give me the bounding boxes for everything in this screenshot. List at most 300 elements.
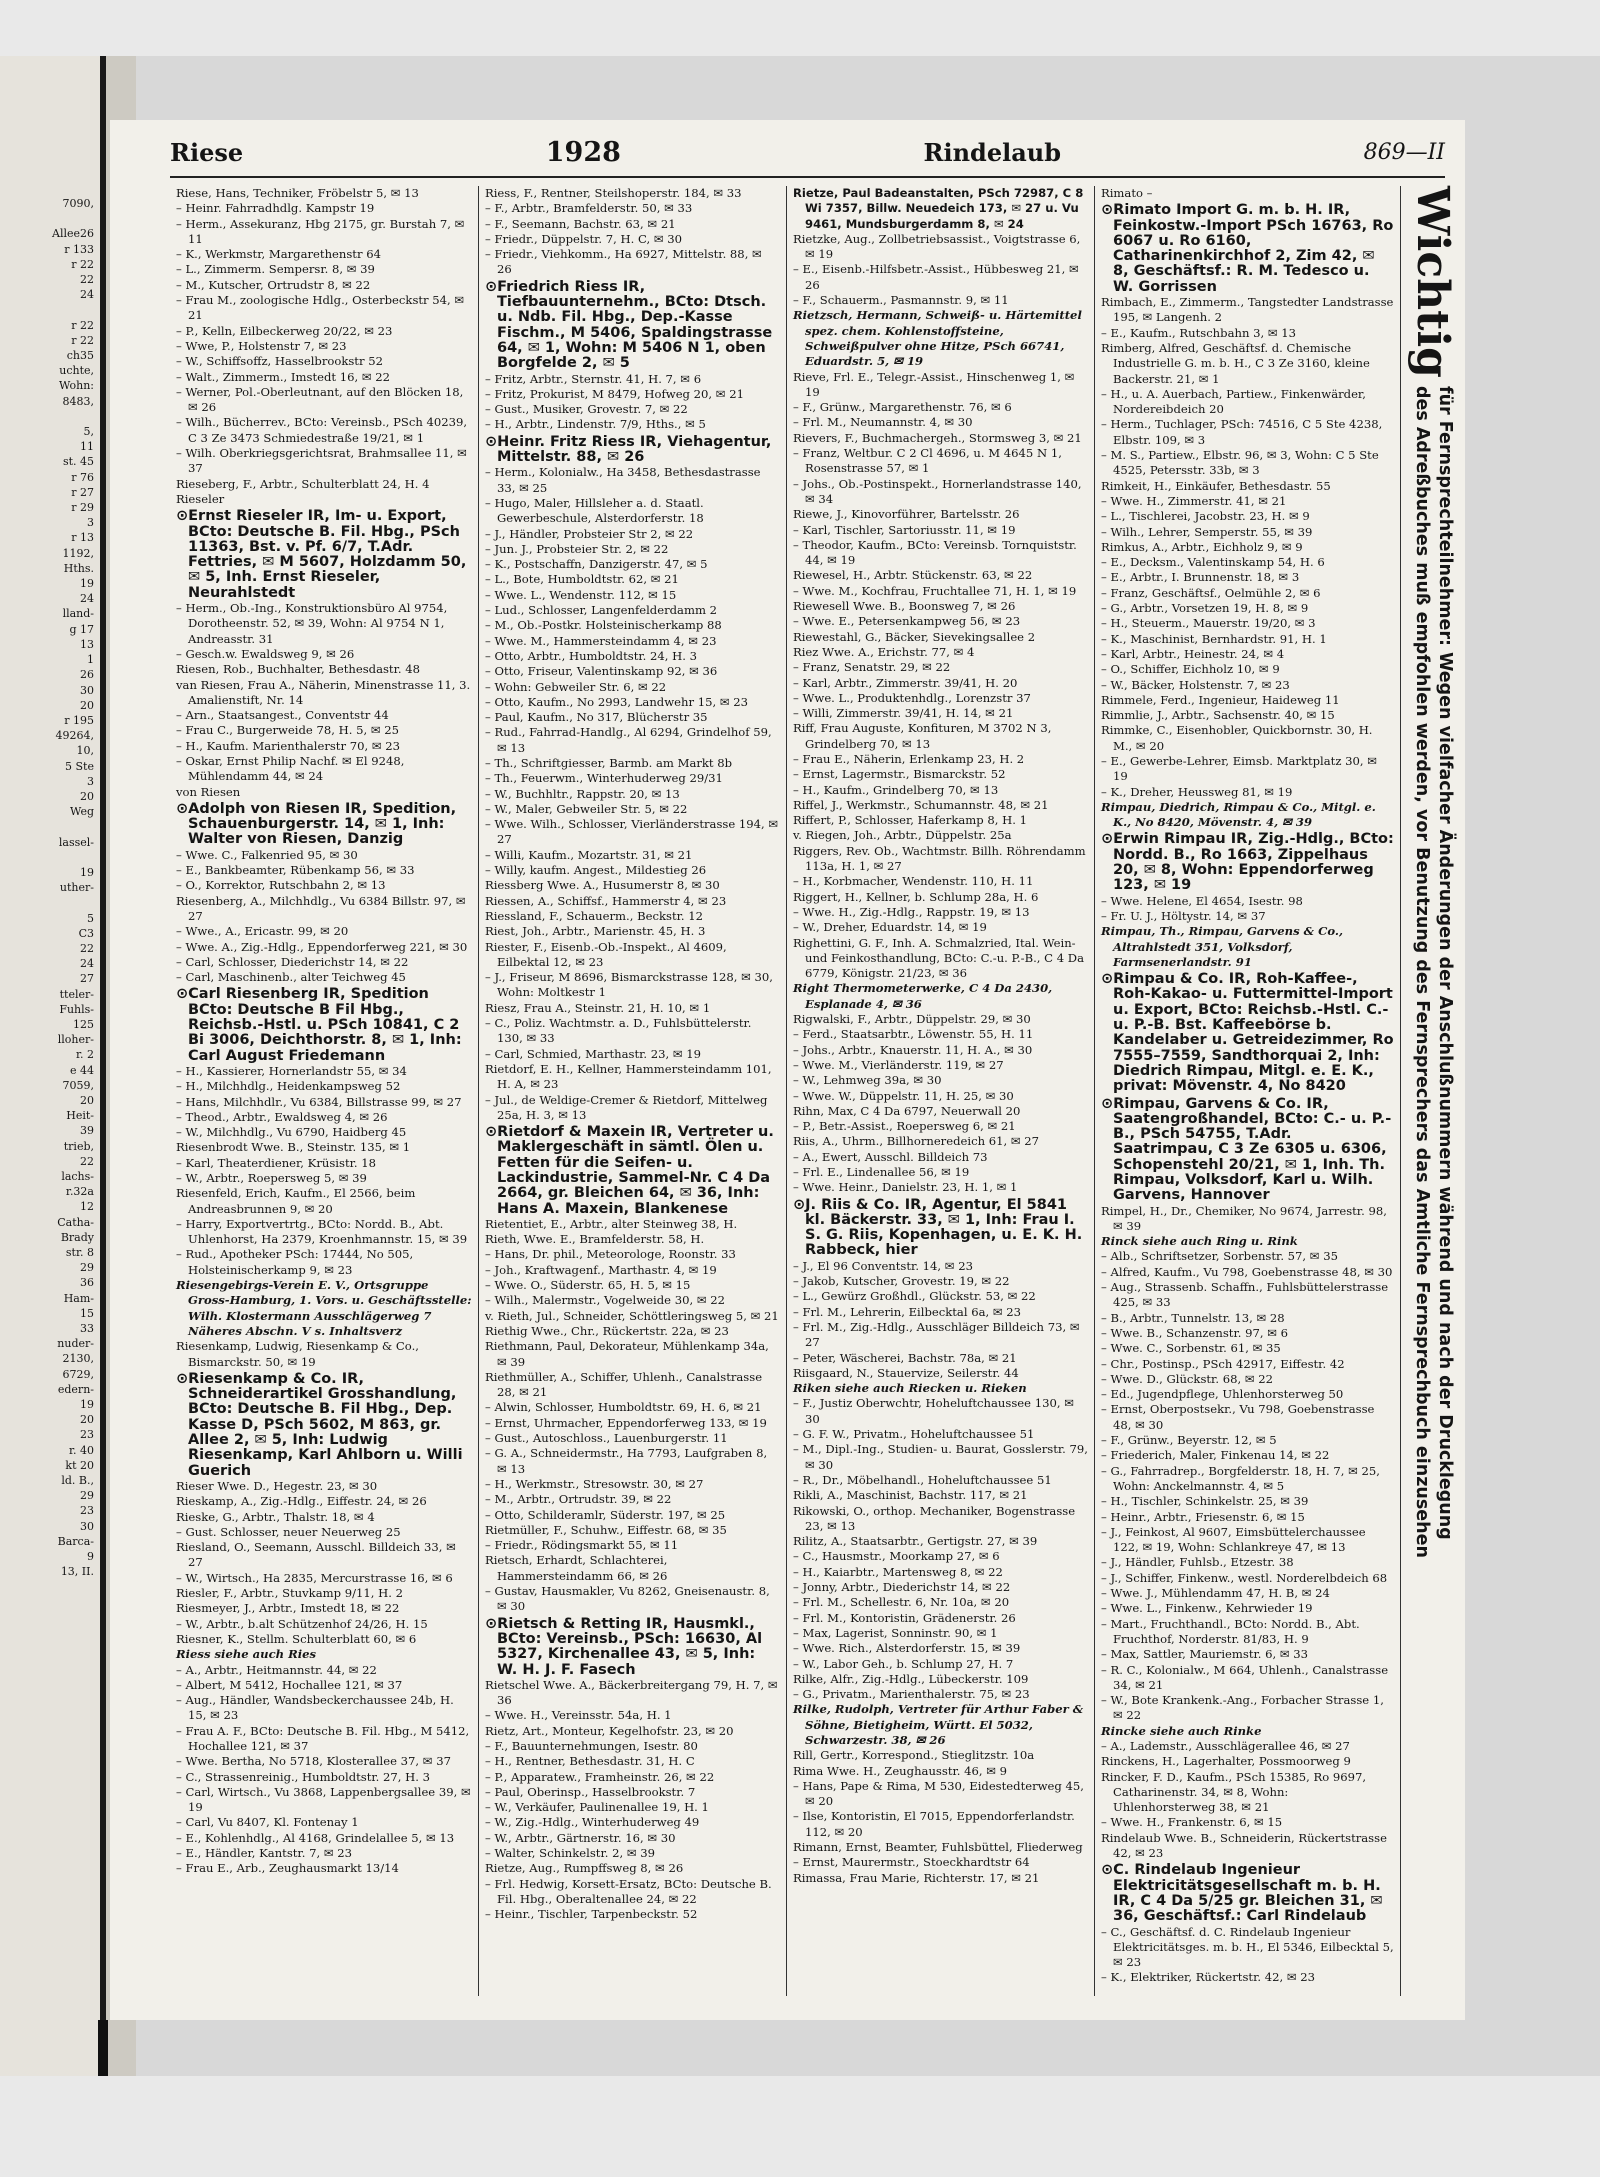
directory-entry: Riessberg Wwe. A., Husumerstr 8, ✉ 30: [485, 878, 720, 893]
directory-entry: – E., Händler, Kantstr. 7, ✉ 23: [176, 1846, 472, 1861]
previous-page-line: g 17: [69, 622, 94, 636]
directory-entry: – J., Feinkost, Al 9607, Eimsbüttelerchaussee 122, ✉ 19, Wohn: Schlankreye 47, ✉ 13: [1101, 1525, 1394, 1556]
previous-page-line: 1: [87, 653, 94, 667]
directory-entry: Rietze, Paul Badeanstalten, PSch 72987, C 8 Wi 7357, Billw. Neuedeich 173, ✉ 27 u. Vu 9461, Mundsburgerdamm 8, ✉ 24: [793, 186, 1084, 231]
previous-page-line: 1192,: [62, 546, 94, 560]
directory-entry: – J., El 96 Conventstr. 14, ✉ 23: [793, 1259, 1088, 1274]
previous-page-line: 49264,: [55, 729, 94, 743]
directory-entry: – Carl, Schlosser, Diederichstr 14, ✉ 22: [176, 955, 472, 970]
directory-entry: Riesenberg, A., Milchhdlg., Vu 6384 Billstr. 97, ✉ 27: [176, 893, 466, 923]
previous-page-line: 9: [87, 1550, 94, 1564]
directory-entry: Rieseberg, F., Arbtr., Schulterblatt 24, H. 4: [176, 476, 430, 491]
directory-entry: – Frl. M., Zig.-Hdlg., Ausschläger Billdeich 73, ✉ 27: [793, 1320, 1088, 1351]
directory-entry: – Wwe., A., Ericastr. 99, ✉ 20: [176, 924, 472, 939]
phone-notice-sidebar: [1400, 186, 1461, 1996]
previous-page-line: 19: [80, 865, 94, 879]
previous-page-line: 125: [73, 1017, 94, 1031]
directory-entry: – L., Tischlerei, Jacobstr. 23, H. ✉ 9: [1101, 509, 1394, 524]
directory-entry: – W., Verkäufer, Paulinenallee 19, H. 1: [485, 1800, 780, 1815]
directory-entry: Rietschel Wwe. A., Bäckerbreitergang 79, H. 7, ✉ 36: [485, 1677, 778, 1708]
directory-entry: – Wwe. E., Petersenkampweg 56, ✉ 23: [793, 614, 1088, 629]
directory-entry: van Riesen, Frau A., Näherin, Minenstrasse 11, 3. Amalienstift, Nr. 14: [176, 677, 471, 707]
previous-page-line: edern-: [57, 1382, 94, 1396]
directory-entry: – Heinr., Tischler, Tarpenbeckstr. 52: [485, 1907, 780, 1922]
previous-page-line: r 195: [64, 713, 94, 727]
directory-entry: – Wwe. C., Sorbenstr. 61, ✉ 35: [1101, 1341, 1394, 1356]
directory-entry: Riesenbrodt Wwe. B., Steinstr. 135, ✉ 1: [176, 1140, 411, 1155]
directory-entry: – W., Arbtr., Gärtnerstr. 16, ✉ 30: [485, 1831, 780, 1846]
directory-entry: Rieth, Wwe. E., Bramfelderstr. 58, H.: [485, 1232, 705, 1247]
directory-entry: – Fritz, Prokurist, M 8479, Hofweg 20, ✉ 21: [485, 387, 780, 402]
directory-entry: – Willi, Kaufm., Mozartstr. 31, ✉ 21: [485, 848, 780, 863]
directory-entry: ⊙ Rimpau & Co. IR, Roh-Kaffee-, Roh-Kakao- u. Futtermittel-Import u. Export, BCto: Reichsb.-Hstl. C.- u. P.-B. Bst. Kaffeebörse b. Kandelaber u. Getreidezimmer, Ro 7555–7559, Sandthorquai 2, Inh: Diedrich Rimpau, Mitgl. e. E. K., privat: Mövenstr. 4, No 8420: [1101, 972, 1394, 1094]
previous-page-line: 19: [80, 1398, 94, 1412]
directory-entry: – Arn., Staatsangest., Conventstr 44: [176, 708, 472, 723]
directory-entry: Rieser Wwe. D., Hegestr. 23, ✉ 30: [176, 1478, 378, 1493]
directory-entry: Riis, A., Uhrm., Billhorneredeich 61, ✉ 27: [793, 1134, 1039, 1149]
directory-entry: – E., Kohlenhdlg., Al 4168, Grindelallee 5, ✉ 13: [176, 1831, 472, 1846]
previous-page-line: r 13: [71, 531, 94, 545]
directory-entry: – F., Bauunternehmungen, Isestr. 80: [485, 1739, 780, 1754]
directory-entry: – Wwe. D., Glückstr. 68, ✉ 22: [1101, 1372, 1394, 1387]
directory-entry: – J., Schiffer, Finkenw., westl. Norderelbdeich 68: [1101, 1571, 1394, 1586]
notice-line-1: für Fernsprechteilnehmer: Wegen vielfacher Änderungen der Anschlußnummern während und nach der Drucklegung: [1435, 385, 1455, 1540]
previous-page-line: r 22: [71, 333, 94, 347]
previous-page-line: 22: [80, 941, 94, 955]
directory-entry: v. Rieth, Jul., Schneider, Schöttleringsweg 5, ✉ 21: [485, 1308, 779, 1323]
directory-entry: – Fritz, Arbtr., Sternstr. 41, H. 7, ✉ 6: [485, 372, 780, 387]
directory-entry: – Karl, Tischler, Sartoriusstr. 11, ✉ 19: [793, 523, 1088, 538]
directory-entry: Rietzsch, Hermann, Schweiß- u. Härtemittel spez. chem. Kohlenstoffsteine, Schweißpulver ohne Hitze, PSch 66741, Eduardstr. 5, ✉ 19: [793, 308, 1082, 369]
directory-entry: – Herm., Ob.-Ing., Konstruktionsbüro Al 9754, Dorotheenstr. 52, ✉ 39, Wohn: Al 9754 N 1, Andreasstr. 31: [176, 601, 472, 647]
directory-entry: – H., Werkmstr., Stresowstr. 30, ✉ 27: [485, 1477, 780, 1492]
directory-entry: – C., Hausmstr., Moorkamp 27, ✉ 6: [793, 1549, 1088, 1564]
previous-page-line: [0, 302, 94, 317]
directory-entry: – Wwe. Heinr., Danielstr. 23, H. 1, ✉ 1: [793, 1180, 1088, 1195]
column-4: [1094, 186, 1400, 1996]
previous-page-line: r. 2: [75, 1048, 94, 1062]
directory-entry: – E., Arbtr., I. Brunnenstr. 18, ✉ 3: [1101, 570, 1394, 585]
previous-page-line: nuder-: [57, 1337, 94, 1351]
directory-entry: Rimmlie, J., Arbtr., Sachsenstr. 40, ✉ 15: [1101, 708, 1335, 723]
directory-entry: – Carl, Vu 8407, Kl. Fontenay 1: [176, 1815, 472, 1830]
notice-body: [1410, 386, 1456, 1558]
directory-entry: – Ernst, Uhrmacher, Eppendorferweg 133, ✉ 19: [485, 1416, 780, 1431]
directory-entry: – E., Kaufm., Rutschbahn 3, ✉ 13: [1101, 326, 1394, 341]
directory-entry: – Friedr., Rödingsmarkt 55, ✉ 11: [485, 1538, 780, 1553]
previous-page-line: 8483,: [62, 394, 94, 408]
directory-entry: – Gust. Schlosser, neuer Neuerweg 25: [176, 1525, 472, 1540]
directory-entry: – Hans, Pape & Rima, M 530, Eidestedterweg 45, ✉ 20: [793, 1779, 1088, 1810]
column-3: [786, 186, 1094, 1996]
directory-entry: – Chr., Postinsp., PSch 42917, Eiffestr. 42: [1101, 1357, 1394, 1372]
previous-page-fragments: [0, 56, 100, 1579]
directory-entry: – F., Grünw., Margarethenstr. 76, ✉ 6: [793, 400, 1088, 415]
previous-page-line: tteler-: [59, 987, 94, 1001]
previous-page-line: 6729,: [62, 1367, 94, 1381]
directory-entry: – Frau A. F., BCto: Deutsche B. Fil. Hbg., M 5412, Hochallee 121, ✉ 37: [176, 1724, 472, 1755]
directory-entry: – W., Milchhdlg., Vu 6790, Haidberg 45: [176, 1125, 472, 1140]
previous-page-line: lachs-: [61, 1170, 94, 1183]
directory-entry: Riess siehe auch Ries: [176, 1647, 317, 1662]
directory-entry: – Karl, Arbtr., Zimmerstr. 39/41, H. 20: [793, 676, 1088, 691]
directory-entry: ⊙ Friedrich Riess IR, Tiefbauunternehm., BCto: Dtsch. u. Ndb. Fil. Hbg., Dep.-Kasse Fischm., M 5406, Spaldingstrasse 64, ✉ 1, Wohn: M 5406 N 1, oben Borgfelde 2, ✉ 5: [485, 280, 780, 372]
directory-entry: Riessland, F., Schauerm., Beckstr. 12: [485, 908, 704, 923]
directory-entry: Rievers, F., Buchmachergeh., Stormsweg 3, ✉ 21: [793, 430, 1082, 445]
directory-entry: – Karl, Theaterdiener, Krüsistr. 18: [176, 1156, 472, 1171]
directory-entry: – Wwe. M., Hammersteindamm 4, ✉ 23: [485, 634, 780, 649]
directory-entry: Rimann, Ernst, Beamter, Fuhlsbüttel, Fliederweg: [793, 1840, 1083, 1855]
directory-entry: – Max, Lagerist, Sonninstr. 90, ✉ 1: [793, 1626, 1088, 1641]
directory-entry: – R. C., Kolonialw., M 664, Uhlenh., Canalstrasse 34, ✉ 21: [1101, 1663, 1394, 1694]
directory-entry: ⊙ Ernst Rieseler IR, Im- u. Export, BCto: Deutsche B. Fil. Hbg., PSch 11363, Bst. v. Pf. 6/7, T.Adr. Fettries, ✉ M 5607, Holzdamm 50, ✉ 5, Inh. Ernst Rieseler, Neurahlstedt: [176, 509, 472, 601]
directory-entry: Rietz, Art., Monteur, Kegelhofstr. 23, ✉ 20: [485, 1723, 734, 1738]
directory-entry: – Hans, Milchhdlr., Vu 6384, Billstrasse 99, ✉ 27: [176, 1095, 472, 1110]
directory-entry: – Frau M., zoologische Hdlg., Osterbeckstr 54, ✉ 21: [176, 293, 472, 324]
directory-entry: – Herm., Kolonialw., Ha 3458, Bethesdastrasse 33, ✉ 25: [485, 465, 780, 496]
previous-page-line: 3: [87, 516, 94, 530]
directory-entry: – Fr. U. J., Höltystr. 14, ✉ 37: [1101, 909, 1394, 924]
directory-entry: – Frl. E., Lindenallee 56, ✉ 19: [793, 1165, 1088, 1180]
directory-entry: – Wohn: Gebweiler Str. 6, ✉ 22: [485, 680, 780, 695]
directory-entry: Rieske, G., Arbtr., Thalstr. 18, ✉ 4: [176, 1509, 375, 1524]
directory-entry: Rimberg, Alfred, Geschäftsf. d. Chemische Industrielle G. m. b. H., C 3 Ze 3160, kleine Backerstr. 21, ✉ 1: [1101, 340, 1370, 386]
directory-entry: – Wwe. Wilh., Schlosser, Vierländerstrasse 194, ✉ 27: [485, 817, 780, 848]
directory-entry: – Wwe. L., Finkenw., Kehrwieder 19: [1101, 1601, 1394, 1616]
directory-entry: – Ernst, Maurermstr., Stoeckhardtstr 64: [793, 1855, 1088, 1870]
directory-entry: Riewestahl, G., Bäcker, Sievekingsallee 2: [793, 629, 1036, 644]
directory-entry: Riesmeyer, J., Arbtr., Imstedt 18, ✉ 22: [176, 1601, 400, 1616]
directory-entry: – Peter, Wäscherei, Bachstr. 78a, ✉ 21: [793, 1351, 1088, 1366]
previous-page-line: 22: [80, 1154, 94, 1168]
directory-entry: – C., Geschäftsf. d. C. Rindelaub Ingenieur Elektricitätsges. m. b. H., El 5346, Eilbecktal 5, ✉ 23: [1101, 1925, 1394, 1971]
header-first-name: Riese: [170, 137, 244, 167]
directory-entry: – Karl, Arbtr., Heinestr. 24, ✉ 4: [1101, 647, 1394, 662]
directory-entry: – Paul, Kaufm., No 317, Blücherstr 35: [485, 710, 780, 725]
directory-entry: – J., Händler, Probsteier Str 2, ✉ 22: [485, 527, 780, 542]
previous-page-line: C3: [78, 926, 94, 940]
directory-entry: Riese, Hans, Techniker, Fröbelstr 5, ✉ 13: [176, 186, 419, 200]
previous-page-line: 39: [80, 1124, 94, 1138]
previous-page-line: ch35: [66, 349, 94, 363]
directory-entry: – Gust., Musiker, Grovestr. 7, ✉ 22: [485, 402, 780, 417]
directory-entry: – Werner, Pol.-Oberleutnant, auf den Blöcken 18, ✉ 26: [176, 385, 472, 416]
directory-entry: – W., Dreher, Eduardstr. 14, ✉ 19: [793, 920, 1088, 935]
directory-entry: Riesz, Frau A., Steinstr. 21, H. 10, ✉ 1: [485, 1000, 711, 1015]
directory-entry: – K., Werkmstr, Margarethenstr 64: [176, 247, 472, 262]
directory-entry: – Wwe. W., Düppelstr. 11, H. 25, ✉ 30: [793, 1089, 1088, 1104]
directory-entry: – H., Kaufm., Grindelberg 70, ✉ 13: [793, 783, 1088, 798]
previous-page-line: 3: [87, 774, 94, 788]
directory-entry: Rincke siehe auch Rinke: [1101, 1723, 1262, 1738]
directory-entry: – Hugo, Maler, Hillsleher a. d. Staatl. Gewerbeschule, Alsterdorferstr. 18: [485, 496, 780, 527]
directory-entry: Rindelaub Wwe. B., Schneiderin, Rückertstrasse 42, ✉ 23: [1101, 1830, 1387, 1861]
directory-entry: – Wwe. L., Produktenhdlg., Lorenzstr 37: [793, 691, 1088, 706]
directory-entry: – Frl. M., Neumannstr. 4, ✉ 30: [793, 415, 1088, 430]
directory-entry: Rima Wwe. H., Zeughausstr. 46, ✉ 9: [793, 1763, 1008, 1778]
entry-columns: [170, 186, 1400, 1996]
directory-entry: Rietsch, Erhardt, Schlachterei, Hammersteindamm 66, ✉ 26: [485, 1553, 668, 1583]
previous-page-line: r 27: [71, 485, 94, 499]
directory-entry: Right Thermometerwerke, C 4 Da 2430, Esplanade 4, ✉ 36: [793, 981, 1053, 1011]
directory-entry: – Ernst, Lagermstr., Bismarckstr. 52: [793, 767, 1088, 782]
directory-entry: Riff, Frau Auguste, Konfituren, M 3702 N 3, Grindelberg 70, ✉ 13: [793, 721, 1052, 751]
directory-entry: – Wwe. M., Kochfrau, Fruchtallee 71, H. 1, ✉ 19: [793, 584, 1088, 599]
previous-page-line: r 76: [71, 470, 94, 484]
directory-entry: Riethmüller, A., Schiffer, Uhlenh., Canalstrasse 28, ✉ 21: [485, 1369, 763, 1400]
directory-entry: – O., Schiffer, Eichholz 10, ✉ 9: [1101, 662, 1394, 677]
directory-entry: – G. A., Schneidermstr., Ha 7793, Laufgraben 8, ✉ 13: [485, 1446, 780, 1477]
directory-entry: Riez Wwe. A., Erichstr. 77, ✉ 4: [793, 644, 975, 659]
directory-entry: – W., Wirtsch., Ha 2835, Mercurstrasse 16, ✉ 6: [176, 1571, 472, 1586]
directory-entry: Rietentiet, E., Arbtr., alter Steinweg 38, H.: [485, 1216, 738, 1231]
directory-entry: ⊙ Rimato Import G. m. b. H. IR, Feinkostw.-Import PSch 16763, Ro 6067 u. Ro 6160, Catharinenkirchhof 2, Zim 42, ✉ 8, Geschäftsf.: R. M. Tedesco u. W. Gorrissen: [1101, 203, 1394, 295]
directory-entry: – J., Friseur, M 8696, Bismarckstrasse 128, ✉ 30, Wohn: Moltkestr 1: [485, 970, 780, 1001]
previous-page-line: Brady: [60, 1230, 94, 1244]
directory-entry: – G., Fahrradrep., Borgfelderstr. 18, H. 7, ✉ 25, Wohn: Anckelmannstr. 4, ✉ 5: [1101, 1464, 1394, 1495]
directory-entry: – Carl, Schmied, Marthastr. 23, ✉ 19: [485, 1047, 780, 1062]
phone-notice: [1403, 186, 1463, 1996]
previous-page-line: 27: [80, 972, 94, 986]
directory-entry: – Ferd., Staatsarbtr., Löwenstr. 55, H. 11: [793, 1027, 1088, 1042]
directory-entry: – Th., Schriftgiesser, Barmb. am Markt 8b: [485, 756, 780, 771]
previous-page-line: Heit-: [66, 1109, 94, 1123]
previous-page-line: 20: [80, 1093, 94, 1107]
directory-entry: – Willy, kaufm. Angest., Mildestieg 26: [485, 863, 780, 878]
directory-entry: – Otto, Friseur, Valentinskamp 92, ✉ 36: [485, 664, 780, 679]
directory-entry: – Wwe. A., Zig.-Hdlg., Eppendorferweg 221, ✉ 30: [176, 940, 472, 955]
directory-entry: – Wwe. Bertha, No 5718, Klosterallee 37, ✉ 37: [176, 1754, 472, 1769]
directory-entry: – E., Bankbeamter, Rübenkamp 56, ✉ 33: [176, 863, 472, 878]
previous-page-line: r 133: [64, 242, 94, 256]
previous-page-line: 7059,: [62, 1078, 94, 1092]
directory-entry: Rimpau, Diedrich, Rimpau & Co., Mitgl. e. K., No 8420, Mövenstr. 4, ✉ 39: [1101, 799, 1376, 830]
notice-headline: Wichtig: [1407, 186, 1459, 378]
directory-entry: – Jonny, Arbtr., Diederichstr 14, ✉ 22: [793, 1580, 1088, 1595]
column-2: [478, 186, 786, 1996]
directory-entry: – K., Elektriker, Rückertstr. 42, ✉ 23: [1101, 1970, 1394, 1985]
directory-entry: Riggers, Rev. Ob., Wachtmstr. Billh. Röhrendamm 113a, H. 1, ✉ 27: [793, 843, 1086, 874]
directory-entry: Rimbach, E., Zimmerm., Tangstedter Landstrasse 195, ✉ Langenh. 2: [1101, 295, 1394, 325]
directory-entry: Riesenfeld, Erich, Kaufm., El 2566, beim Andreasbrunnen 9, ✉ 20: [176, 1186, 416, 1216]
previous-page-edge: [0, 56, 100, 2076]
directory-entry: – M., Arbtr., Ortrudstr. 39, ✉ 22: [485, 1492, 780, 1507]
directory-entry: – Alwin, Schlosser, Humboldtstr. 69, H. 6, ✉ 21: [485, 1400, 780, 1415]
directory-entry: – Gesch.w. Ewaldsweg 9, ✉ 26: [176, 647, 472, 662]
directory-entry: – Heinr. Fahrradhdlg. Kampstr 19: [176, 201, 472, 216]
previous-page-line: lloher-: [57, 1033, 94, 1047]
directory-entry: – Alfred, Kaufm., Vu 798, Goebenstrasse 48, ✉ 30: [1101, 1265, 1394, 1280]
directory-entry: – Wwe. H., Frankenstr. 6, ✉ 15: [1101, 1815, 1394, 1830]
directory-entry: Riesler, F., Arbtr., Stuvkamp 9/11, H. 2: [176, 1586, 403, 1601]
directory-entry: – W., Labor Geh., b. Schlump 27, H. 7: [793, 1657, 1088, 1672]
directory-entry: – Gust., Autoschloss., Lauenburgerstr. 11: [485, 1431, 780, 1446]
previous-page-line: trieb,: [63, 1139, 94, 1153]
directory-entry: – Herm., Tuchlager, PSch: 74516, C 5 Ste 4238, Elbstr. 109, ✉ 3: [1101, 417, 1394, 448]
directory-entry: – O., Korrektor, Rutschbahn 2, ✉ 13: [176, 878, 472, 893]
directory-entry: – H., Arbtr., Lindenstr. 7/9, Hths., ✉ 5: [485, 417, 780, 432]
previous-page-line: [0, 409, 94, 424]
directory-entry: – A., Ewert, Ausschl. Billdeich 73: [793, 1150, 1088, 1165]
header-rule: [170, 176, 1445, 178]
directory-entry: Rieseler: [176, 491, 225, 506]
directory-entry: – Theod., Arbtr., Ewaldsweg 4, ✉ 26: [176, 1110, 472, 1125]
directory-entry: Rietzke, Aug., Zollbetriebsassist., Voigtstrasse 6, ✉ 19: [793, 231, 1081, 262]
directory-entry: – H., Steuerm., Mauerstr. 19/20, ✉ 3: [1101, 616, 1394, 631]
directory-entry: Rimmke, C., Eisenhobler, Quickbornstr. 30, H. M., ✉ 20: [1101, 723, 1373, 753]
directory-entry: – Willi, Zimmerstr. 39/41, H. 14, ✉ 21: [793, 706, 1088, 721]
directory-entry: – Ilse, Kontoristin, El 7015, Eppendorferlandstr. 112, ✉ 20: [793, 1809, 1088, 1840]
directory-entry: – Johs., Arbtr., Knauerstr. 11, H. A., ✉ 30: [793, 1043, 1088, 1058]
directory-entry: – Herm., Assekuranz, Hbg 2175, gr. Burstah 7, ✉ 11: [176, 217, 472, 248]
previous-page-line: [0, 819, 94, 834]
previous-page-line: 5 Ste: [65, 759, 94, 773]
previous-page-line: uther-: [59, 881, 94, 895]
directory-entry: – Frau E., Näherin, Erlenkamp 23, H. 2: [793, 752, 1088, 767]
directory-entry: – G., Privatm., Marienthalerstr. 75, ✉ 23: [793, 1687, 1088, 1702]
directory-entry: – Th., Feuerwm., Winterhuderweg 29/31: [485, 771, 780, 786]
directory-entry: – Ed., Jugendpflege, Uhlenhorsterweg 50: [1101, 1387, 1394, 1402]
directory-entry: – J., Händler, Fuhlsb., Etzestr. 38: [1101, 1555, 1394, 1570]
directory-entry: – Frau E., Arb., Zeughausmarkt 13/14: [176, 1861, 472, 1876]
directory-entry: – Franz, Geschäftsf., Oelmühle 2, ✉ 6: [1101, 586, 1394, 601]
previous-page-line: str. 8: [65, 1246, 94, 1260]
directory-entry: – L., Zimmerm. Sempersr. 8, ✉ 39: [176, 262, 472, 277]
directory-entry: ⊙ Carl Riesenberg IR, Spedition BCto: Deutsche B Fil Hbg., Reichsb.-Hstl. u. PSch 10841, C 2 Bi 3006, Deichthorstr. 8, ✉ 1, Inh: Carl August Friedemann: [176, 987, 472, 1063]
directory-entry: – Franz, Senatstr. 29, ✉ 22: [793, 660, 1088, 675]
directory-entry: – Jakob, Kutscher, Grovestr. 19, ✉ 22: [793, 1274, 1088, 1289]
directory-entry: – Johs., Ob.-Postinspekt., Hornerlandstrasse 140, ✉ 34: [793, 477, 1088, 508]
notice-line-2: des Adreßbuches muß empfohlen werden, vor Benutzung des Fernsprechers das Amtliche Fernsprechbuch einzusehen: [1412, 385, 1432, 1558]
directory-entry: Rilke, Alfr., Zig.-Hdlg., Lübeckerstr. 109: [793, 1671, 1029, 1686]
directory-entry: – Wwe. H., Zimmerstr. 41, ✉ 21: [1101, 494, 1394, 509]
directory-entry: – Rud., Fahrrad-Handlg., Al 6294, Grindelhof 59, ✉ 13: [485, 725, 780, 756]
directory-entry: – Friederich, Maler, Finkenau 14, ✉ 22: [1101, 1448, 1394, 1463]
directory-entry: Rietdorf, E. H., Kellner, Hammersteindamm 101, H. A, ✉ 23: [485, 1061, 772, 1092]
previous-page-line: 30: [80, 683, 94, 697]
directory-entry: – Wilh., Bücherrev., BCto: Vereinsb., PSch 40239, C 3 Ze 3473 Schmiedestraße 19/21, ✉ 1: [176, 415, 472, 446]
directory-entry: Riest, Joh., Arbtr., Marienstr. 45, H. 3: [485, 924, 706, 939]
directory-entry: – Otto, Kaufm., No 2993, Landwehr 15, ✉ 23: [485, 695, 780, 710]
previous-page-line: r 29: [71, 501, 94, 515]
previous-page-line: 20: [80, 1413, 94, 1427]
directory-entry: – Wwe, P., Holstenstr 7, ✉ 23: [176, 339, 472, 354]
directory-entry: – Wwe. H., Vereinsstr. 54a, H. 1: [485, 1708, 780, 1723]
directory-entry: – Heinr., Arbtr., Friesenstr. 6, ✉ 15: [1101, 1510, 1394, 1525]
directory-entry: – C., Poliz. Wachtmstr. a. D., Fuhlsbüttelerstr. 130, ✉ 33: [485, 1016, 780, 1047]
directory-entry: Riewesel, H., Arbtr. Stückenstr. 63, ✉ 22: [793, 568, 1033, 583]
directory-entry: – W., Bote Krankenk.-Ang., Forbacher Strasse 1, ✉ 22: [1101, 1693, 1394, 1724]
directory-entry: – H., Milchhdlg., Heidenkampsweg 52: [176, 1079, 472, 1094]
previous-page-line: [0, 850, 94, 865]
previous-page-line: 22: [80, 273, 94, 287]
directory-entry: Riesland, O., Seemann, Ausschl. Billdeich 33, ✉ 27: [176, 1540, 456, 1570]
directory-entry: – P., Apparatew., Framheinstr. 26, ✉ 22: [485, 1770, 780, 1785]
directory-entry: Rinck siehe auch Ring u. Rink: [1101, 1234, 1298, 1249]
header-year: 1928: [545, 136, 621, 168]
directory-entry: Riffert, P., Schlosser, Haferkamp 8, H. 1: [793, 813, 1027, 828]
directory-entry: Riisgaard, N., Stauervize, Seilerstr. 44: [793, 1365, 1019, 1380]
previous-page-line: st. 45: [62, 455, 94, 469]
directory-entry: – Frl. M., Schellestr. 6, Nr. 10a, ✉ 20: [793, 1595, 1088, 1610]
previous-page-line: 23: [80, 1504, 94, 1518]
directory-entry: – F., Schauerm., Pasmannstr. 9, ✉ 11: [793, 293, 1088, 308]
directory-entry: – Rud., Apotheker PSch: 17444, No 505, Holsteinischerkamp 9, ✉ 23: [176, 1247, 472, 1278]
directory-entry: Rilke, Rudolph, Vertreter für Arthur Faber & Söhne, Bietigheim, Württ. El 5032, Schwarzestr. 38, ✉ 26: [793, 1702, 1084, 1747]
directory-entry: – Aug., Strassenb. Schaffn., Fuhlsbüttelerstrasse 425, ✉ 33: [1101, 1280, 1394, 1311]
previous-page-line: ld. B.,: [61, 1474, 94, 1488]
previous-page-line: lland-: [62, 607, 94, 621]
directory-entry: Riffel, J., Werkmstr., Schumannstr. 48, ✉ 21: [793, 797, 1049, 812]
previous-page-line: 5: [87, 911, 94, 925]
previous-page-line: 20: [80, 789, 94, 803]
directory-entry: Rilitz, A., Staatsarbtr., Gertigstr. 27, ✉ 39: [793, 1534, 1038, 1549]
previous-page-line: 11: [80, 440, 94, 454]
directory-entry: – Frl. M., Lehrerin, Eilbecktal 6a, ✉ 23: [793, 1305, 1088, 1320]
previous-page-line: r 22: [71, 257, 94, 271]
directory-entry: Rimmele, Ferd., Ingenieur, Haideweg 11: [1101, 692, 1340, 707]
column-1: [170, 186, 478, 1996]
directory-entry: – H., Rentner, Bethesdastr. 31, H. C: [485, 1754, 780, 1769]
directory-entry: – Wilh., Lehrer, Semperstr. 55, ✉ 39: [1101, 525, 1394, 540]
directory-entry: – L., Bote, Humboldtstr. 62, ✉ 21: [485, 572, 780, 587]
directory-entry: – E., Decksm., Valentinskamp 54, H. 6: [1101, 555, 1394, 570]
directory-entry: – M. S., Partiew., Elbstr. 96, ✉ 3, Wohn: C 5 Ste 4525, Petersstr. 33b, ✉ 3: [1101, 448, 1394, 479]
directory-entry: – P., Betr.-Assist., Roepersweg 6, ✉ 21: [793, 1119, 1088, 1134]
directory-entry: – H., Tischler, Schinkelstr. 25, ✉ 39: [1101, 1494, 1394, 1509]
directory-entry: – Jun. J., Probsteier Str. 2, ✉ 22: [485, 542, 780, 557]
previous-page-line: uchte,: [59, 364, 94, 378]
directory-entry: – P., Kelln, Eilbeckerweg 20/22, ✉ 23: [176, 324, 472, 339]
previous-page-line: Weg: [70, 805, 94, 819]
previous-page-line: 5,: [83, 425, 94, 439]
directory-entry: Rincker, F. D., Kaufm., PSch 15385, Ro 9697, Catharinenstr. 34, ✉ 8, Wohn: Uhlenhorsterweg 38, ✉ 21: [1101, 1769, 1367, 1815]
directory-entry: ⊙ Heinr. Fritz Riess IR, Viehagentur, Mittelstr. 88, ✉ 26: [485, 435, 780, 466]
directory-entry: – L., Gewürz Großhdl., Glückstr. 53, ✉ 22: [793, 1289, 1088, 1304]
directory-entry: – F., Seemann, Bachstr. 63, ✉ 21: [485, 217, 780, 232]
previous-page-line: Ham-: [63, 1291, 94, 1305]
directory-entry: – M., Kutscher, Ortrudstr 8, ✉ 22: [176, 278, 472, 293]
directory-entry: – Albert, M 5412, Hochallee 121, ✉ 37: [176, 1678, 472, 1693]
previous-page-line: 20: [80, 698, 94, 712]
directory-entry: Riethig Wwe., Chr., Rückertstr. 22a, ✉ 23: [485, 1323, 729, 1338]
previous-page-line: r.32a: [65, 1185, 94, 1199]
directory-entry: – Carl, Wirtsch., Vu 3868, Lappenbergsallee 39, ✉ 19: [176, 1785, 472, 1816]
directory-entry: – Franz, Weltbur. C 2 Cl 4696, u. M 4645 N 1, Rosenstrasse 57, ✉ 1: [793, 446, 1088, 477]
directory-entry: – Otto, Arbtr., Humboldtstr. 24, H. 3: [485, 649, 780, 664]
directory-entry: – Alb., Schriftsetzer, Sorbenstr. 57, ✉ 35: [1101, 1249, 1394, 1264]
directory-entry: – H., Kaiarbtr., Martensweg 8, ✉ 22: [793, 1565, 1088, 1580]
directory-entry: ⊙ Rietsch & Retting IR, Hausmkl., BCto: Vereinsb., PSch: 16630, Al 5327, Kirchenallee 43, ✉ 5, Inh: W. H. J. F. Fasech: [485, 1617, 780, 1678]
directory-entry: – Wwe. Rich., Alsterdorferstr. 15, ✉ 39: [793, 1641, 1088, 1656]
directory-entry: – F., Justiz Oberwchtr, Hoheluftchaussee 130, ✉ 30: [793, 1396, 1088, 1427]
directory-entry: Riewe, J., Kinovorführer, Bartelsstr. 26: [793, 507, 1020, 522]
directory-entry: – K., Maschinist, Bernhardstr. 91, H. 1: [1101, 632, 1394, 647]
directory-page: [110, 120, 1465, 2020]
directory-entry: – Wwe. H., Zig.-Hdlg., Rappstr. 19, ✉ 13: [793, 905, 1088, 920]
directory-entry: – W., Zig.-Hdlg., Winterhuderweg 49: [485, 1815, 780, 1830]
directory-entry: – Hans, Dr. phil., Meteorologe, Roonstr. 33: [485, 1247, 780, 1262]
directory-entry: – Frl. M., Kontoristin, Grädenerstr. 26: [793, 1611, 1088, 1626]
directory-entry: – W., Maler, Gebweiler Str. 5, ✉ 22: [485, 802, 780, 817]
directory-entry: – Aug., Händler, Wandsbeckerchaussee 24b, H. 15, ✉ 23: [176, 1693, 472, 1724]
directory-entry: – A., Lademstr., Ausschlägerallee 46, ✉ 27: [1101, 1739, 1394, 1754]
directory-entry: – Wwe. Helene, El 4654, Isestr. 98: [1101, 894, 1394, 909]
previous-page-line: kt 20: [65, 1458, 94, 1472]
directory-entry: Rikli, A., Maschinist, Bachstr. 117, ✉ 21: [793, 1488, 1028, 1503]
previous-page-line: r 22: [71, 318, 94, 332]
previous-page-line: [0, 211, 94, 226]
